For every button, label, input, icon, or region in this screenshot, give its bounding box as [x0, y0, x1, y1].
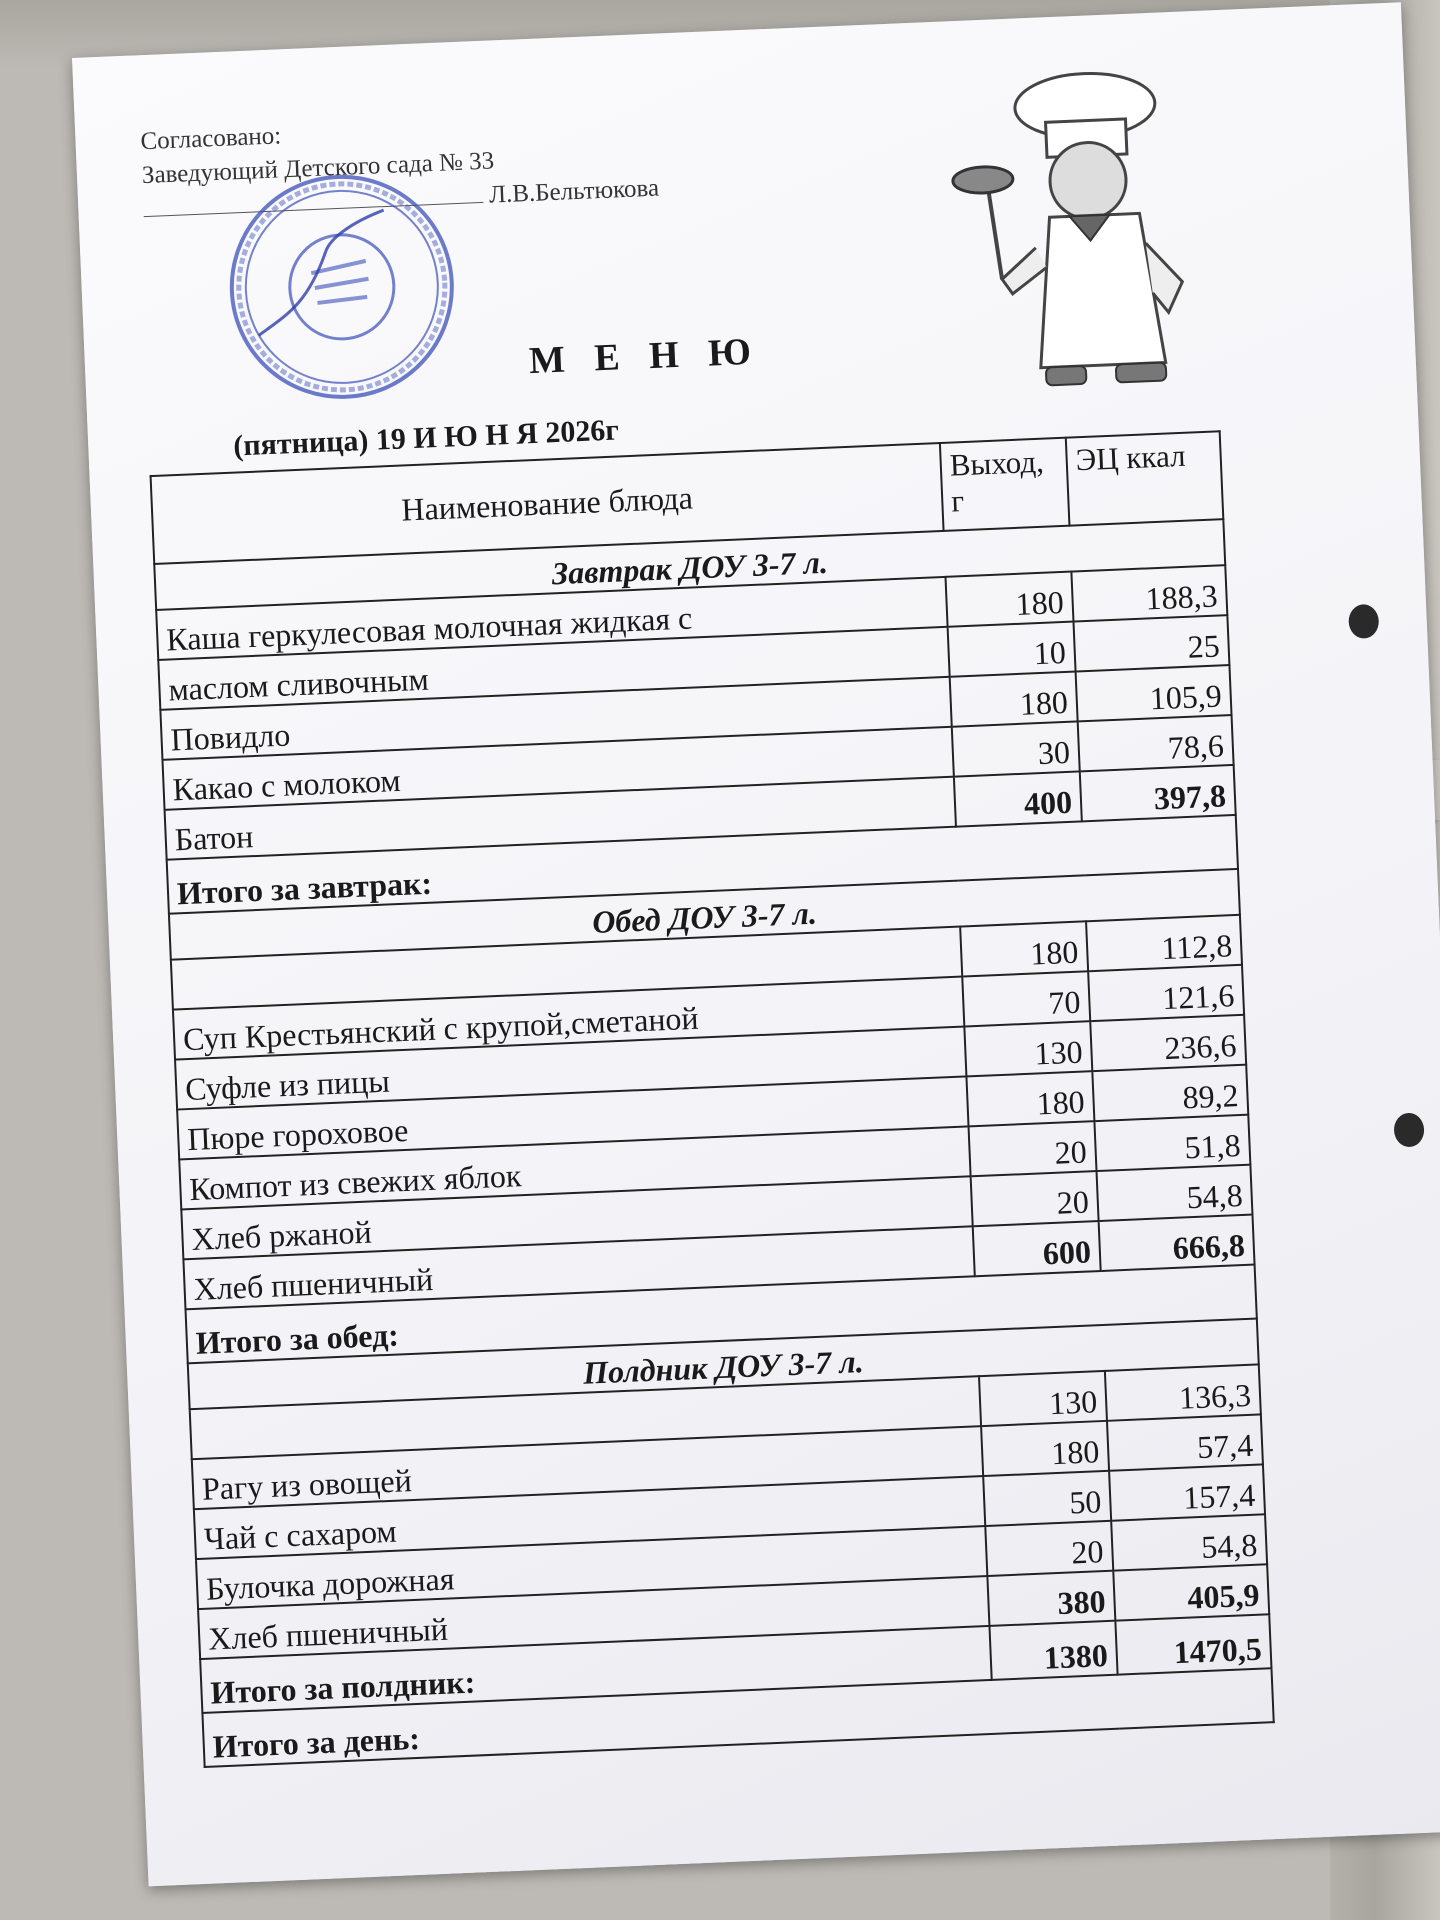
- approval-heading: Согласовано:: [139, 122, 282, 156]
- table-row: 180 112,8: [171, 915, 1242, 1010]
- table-row: Батон 400 397,8: [165, 765, 1236, 860]
- table-row: Компот из свежих яблок 20 51,8: [179, 1115, 1250, 1210]
- column-header-output: Выход, г: [940, 438, 1070, 531]
- table-row: Суп Крестьянский с крупой,сметаной 70 121,6: [173, 965, 1244, 1060]
- section-row-lunch: Обед ДОУ 3-7 л.: [169, 869, 1240, 960]
- table-row: Хлеб пшеничный 380 405,9: [198, 1564, 1269, 1659]
- approval-position: Заведующий Детского сада № 33: [141, 147, 495, 190]
- table-row: Чай с сахаром 50 157,4: [194, 1464, 1265, 1559]
- section-row-snack: Полдник ДОУ 3-7 л.: [188, 1318, 1259, 1409]
- punch-hole: [1393, 1112, 1424, 1147]
- punch-hole: [1348, 604, 1379, 639]
- column-header-name: Наименование блюда: [151, 443, 944, 564]
- day-total-output: 1380: [989, 1621, 1117, 1680]
- page-title: М Е Н Ю: [528, 330, 762, 383]
- column-header-energy: ЭЦ ккал: [1066, 431, 1224, 525]
- table-row: Хлеб ржаной 20 54,8: [181, 1165, 1252, 1260]
- table-row: маслом сливочным 10 25: [158, 615, 1229, 710]
- menu-table: [150, 430, 1275, 1768]
- date-line: (пятница) 19 И Ю Н Я 2026г: [232, 413, 620, 463]
- total-row-day: Итого за день:: [202, 1668, 1273, 1767]
- table-row: 130 136,3: [190, 1364, 1261, 1459]
- table-row: Хлеб пшеничный 600 666,8: [183, 1215, 1254, 1310]
- table-row: Рагу из овощей 180 57,4: [192, 1414, 1263, 1509]
- total-row-breakfast: Итого за завтрак:: [167, 815, 1238, 914]
- table-row: Пюре гороховое 180 89,2: [177, 1065, 1248, 1160]
- table-row: Каша геркулесовая молочная жидкая с 180 188,3: [156, 565, 1227, 660]
- table-row: Какао с молоком 30 78,6: [162, 715, 1233, 810]
- total-row-snack: Итого за полдник: 1380 1470,5: [200, 1614, 1271, 1713]
- signatory-name: Л.В.Бельтюкова: [488, 174, 660, 209]
- table-row: Повидло 180 105,9: [160, 665, 1231, 760]
- total-row-lunch: Итого за обед:: [186, 1265, 1257, 1364]
- section-row-breakfast: Завтрак ДОУ 3-7 л.: [154, 519, 1225, 610]
- table-row: Булочка дорожная 20 54,8: [196, 1514, 1267, 1609]
- menu-sheet: [72, 2, 1440, 1886]
- table-row: Суфле из пицы 130 236,6: [175, 1015, 1246, 1110]
- day-total-energy: 1470,5: [1115, 1614, 1271, 1674]
